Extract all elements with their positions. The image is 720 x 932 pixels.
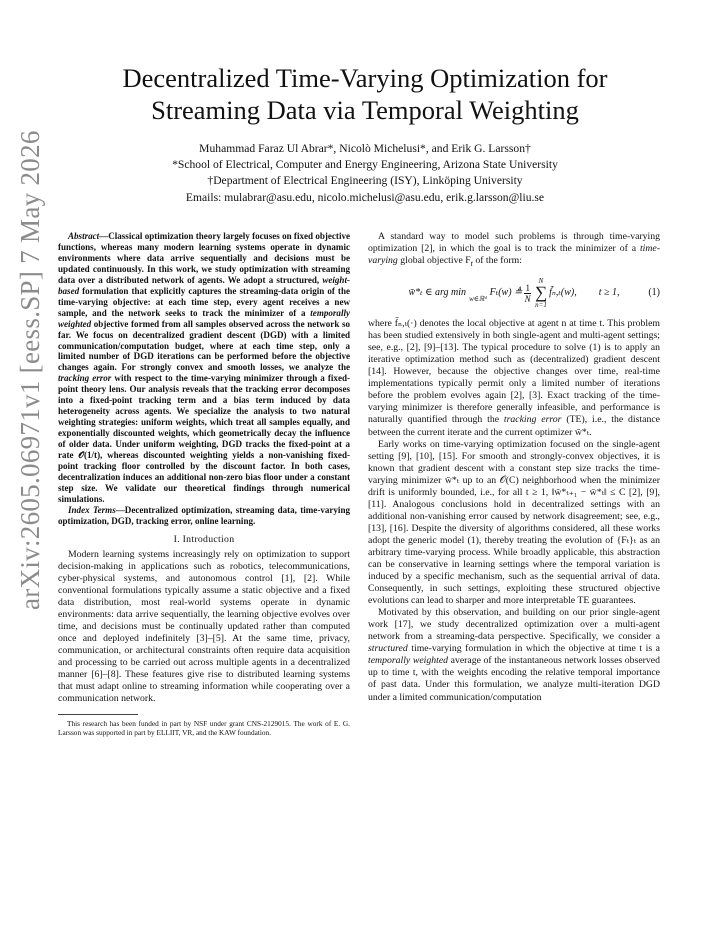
author-block xyxy=(70,141,660,206)
abstract: Abstract—Classical optimization theory largely focuses on fixed objective functions, whereas many modern learning systems operate in dynamic environments where data arrive sequentially and decisions must be updated continuously. In this work, we study optimization with streaming data over a distributed network of agents. We adopt a structured, weight-based formulation that explicitly captures the streaming-data origin of the time-varying objective: at each time step, every agent receives a new sample, and the network seeks to track the minimizer of a temporally weighted objective formed from all samples observed across the network so far. We focus on decentralized gradient descent (DGD) with a limited communication/computation budget, where at each time step, only a limited number of DGD iterations can be performed before the objective changes again. For strongly convex and smooth losses, we analyze the tracking error with respect to the time-varying minimizer through a fixed-point theory lens. Our analysis reveals that the tracking error decomposes into a fixed-point tracking term and a bias term induced by data heterogeneity across agents. We specialize the analysis to two natural weighting strategies: uniform weights, which treat all samples equally, and exponentially discounted weights, which geometrically decay the influence of older data. Under uniform weighting, DGD tracks the fixed-point at a rate 𝒪(1/t), whereas discounted weighting yields a non-vanishing fixed-point tracking floor controlled by the discount factor. In both cases, decentralization induces an additional non-zero bias floor under a constant step size. We validate our theoretical findings through numerical simulations. xyxy=(58,231,351,504)
paragraph-early-works: Early works on time-varying optimization focused on the single-agent setting [9], [10], [15]. For smooth and strongly-convex objectives, it is known that gradient descent with a constant step size tracks the time-varying minimizer w̄*ₜ up to an 𝒪(C) neighborhood when the minimizer drift is uniformly bounded, i.e., for all t ≥ 1, ‖w̄*ₜ₊₁ − w̄*ₜ‖ ≤ C [2], [9], [11]. Analogous conclusions hold in decentralized settings with an additional non-vanishing error caused by network disagreement; see, e.g., [13], [16]. Despite the diversity of algorithms considered, all these works adopt the generic model (1), thereby treating the evolution of {Fₜ}ₜ as an arbitrary time-varying process. While broadly applicable, this abstraction can be conservative in learning settings where the temporal variation is induced by a specific mechanism, such as the sequential arrival of data. Consequently, in such settings, exploiting these structured objective evolutions can lead to sharper and more interpretable TE guarantees. xyxy=(368,438,660,607)
equation-condition: t ≥ 1, xyxy=(598,287,620,299)
affiliation-asu: *School of Electrical, Computer and Energy Engineering, Arizona State University xyxy=(172,158,558,172)
index-terms: Index Terms—Decentralized optimization, streaming data, time-varying optimization, DGD, tracking error, online learning. xyxy=(58,504,350,526)
paragraph-standard-model: A standard way to model such problems is through time-varying optimization [2], in which the goal is to track the minimizer of a time-varying global objective $F_t$ of the form: xyxy=(368,231,660,269)
left-column xyxy=(58,231,350,737)
funding-footnote: This research has been funded in part by NSF under grant CNS-2129015. The work of E. G. Larsson was supported in part by ELLIIT, VR, and the KAW foundation. xyxy=(58,719,350,738)
equation-number: (1) xyxy=(648,287,660,299)
paragraph-tracking-error: where f̃ₙ,ₜ(·) denotes the local objective at agent n at time t. This problem has been studied extensively in both single-agent and multi-agent settings; see, e.g., [2], [9]–[13]. The typical procedure to solve (1) is to apply an iterative optimization method such as (decentralized) gradient descent [14]. However, because the objective changes over time, real-time implementations typically permit only a limited number of iterations before the problem evolves again [2], [3]. Exact tracking of the time-varying minimizer is therefore generally infeasible, and performance is naturally quantified through the tracking error (TE), i.e., the distance between the current iterate and the current optimizer w̄*ₜ. xyxy=(368,318,660,438)
author-names: Muhammad Faraz Ul Abrar*, Nicolò Michelusi*, and Erik G. Larsson† xyxy=(199,142,531,155)
section-heading-introduction: I. Introduction xyxy=(173,533,235,545)
summation-symbol: N ∑ n=1 xyxy=(534,277,548,310)
equation-fraction: $\frac{1}{N}$ xyxy=(524,282,531,304)
affiliation-liu: †Department of Electrical Engineering (ISY), Linköping University xyxy=(207,174,523,188)
author-emails: Emails: mulabrar@asu.edu, nicolo.michelusi@asu.edu, erik.g.larsson@liu.se xyxy=(185,190,545,204)
right-column xyxy=(368,231,660,704)
equation-objective: Fₜ(w) ≜ xyxy=(489,287,523,299)
abstract-label: Abstract xyxy=(68,231,100,241)
paper-title: Decentralized Time-Varying Optimization for Streaming Data via Temporal Weighting xyxy=(122,63,608,125)
equation-lhs: w̄*ₜ ∈ arg min xyxy=(408,287,467,299)
argmin-operator xyxy=(469,283,487,303)
intro-paragraph: Modern learning systems increasingly rely on optimization to support decision-making in applications such as robotics, telecommunications, cyber-physical systems, and autonomous control [1], [2]. While conventional formulations typically assume a static objective and a fixed data distribution, most real-world systems operate in dynamic environments: data arrive sequentially, the learning objective evolves over time, and decisions must be continually updated rather than computed once and deployed indefinitely [3]–[5]. At the same time, privacy, communication, or architectural constraints often require data acquisition and processing to be carried out across multiple agents in a decentralized manner [6]–[8]. These features give rise to distributed learning systems that must adapt online to streaming information while cooperating over a communication network. xyxy=(58,548,350,705)
footnote-divider xyxy=(58,714,138,715)
paragraph-motivation: Motivated by this observation, and building on our prior single-agent work [17], we study decentralized optimization over a multi-agent network from a streaming-data perspective. Specifically, we consider a structured time-varying formulation in which the objective at time t is a temporally weighted average of the instantaneous network losses observed up to time t, with the weights encoding the relative temporal importance of past data. Under this formulation, we analyze multi-iteration DGD under a limited communication/computation xyxy=(368,607,660,703)
index-terms-label: Index Terms xyxy=(68,504,116,515)
equation-term: f̃ₙ,ₜ(w), xyxy=(549,287,577,299)
argmin-subscript: w∈ℝᵈ xyxy=(469,295,487,304)
equation-1 xyxy=(368,273,660,313)
arxiv-identifier: arXiv:2605.06971v1 [eess.SP] 7 May 2026 xyxy=(15,130,45,610)
